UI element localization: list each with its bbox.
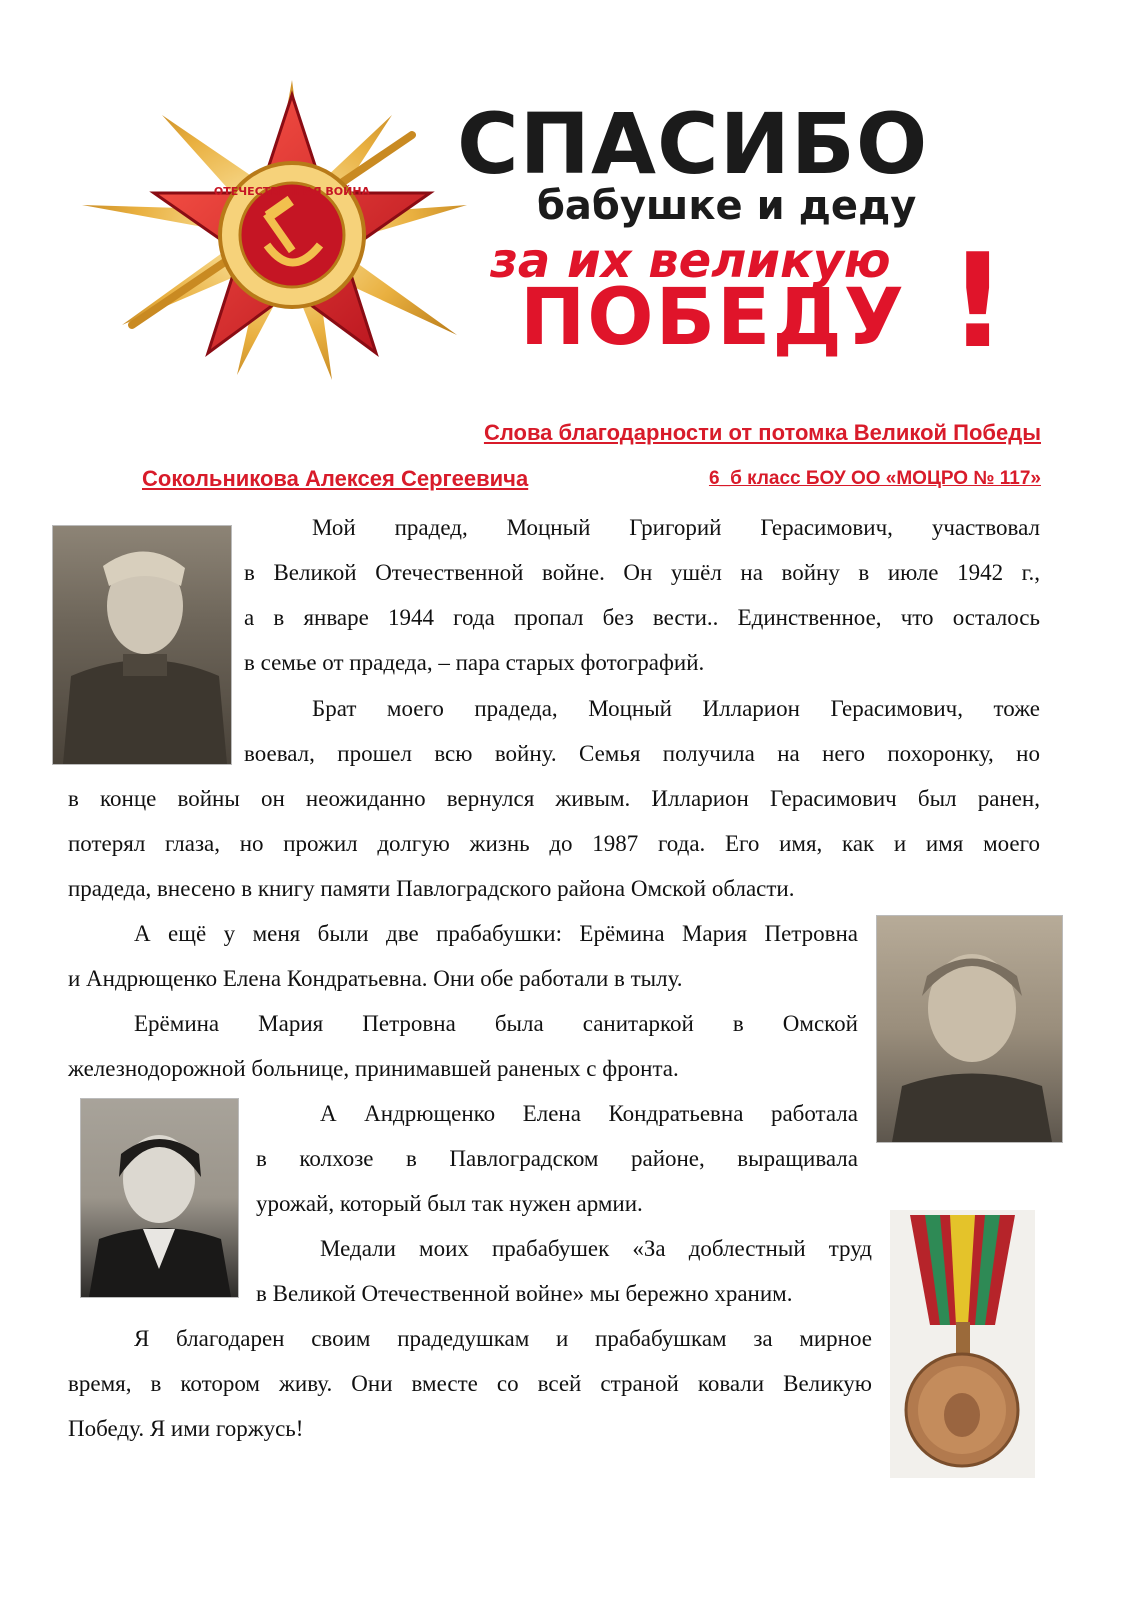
photo-great-grandmother-andryushchenko (80, 1098, 239, 1298)
paragraph-2-b (68, 776, 1040, 911)
paragraph-5 (256, 1091, 858, 1226)
text-line: потерял глаза, но прожил долгую жизнь до 1987 года. Его имя, как и имя моего (68, 831, 1040, 856)
text-line: в Великой Отечественной войне» мы бережно храним. (256, 1281, 793, 1306)
document-title: Слова благодарности от потомка Великой Победы (483, 420, 1041, 445)
paragraph-7 (68, 1316, 872, 1451)
text-line: А Андрющенко Елена Кондратьевна работала (320, 1101, 858, 1126)
banner-line-1: СПАСИБО (457, 95, 929, 193)
text-line: А ещё у меня были две прабабушки: Ерёмина Мария Петровна (134, 921, 858, 946)
text-line: урожай, который был так нужен армии. (256, 1191, 643, 1216)
banner-line-3: за их великую (490, 233, 891, 289)
text-line: время, в котором живу. Они вместе со всей страной ковали Великую (68, 1371, 872, 1396)
photo-great-grandmother-eremina (876, 915, 1063, 1143)
text-line: прадеда, внесено в книгу памяти Павлоградского района Омской области. (68, 876, 795, 901)
paragraph-2-a (244, 686, 1040, 776)
text-line: в конце войны он неожиданно вернулся живым. Илларион Герасимович был ранен, (68, 786, 1040, 811)
banner-exclamation: ! (948, 225, 1008, 377)
order-ring-text: ОТЕЧЕСТВЕННАЯ ВОЙНА (213, 185, 371, 198)
banner (62, 75, 1042, 385)
text-line: воевал, прошел всю войну. Семья получила на него похоронку, но (244, 741, 1040, 766)
text-line: а в январе 1944 года пропал без вести.. Единственное, что осталось (244, 605, 1040, 630)
text-line: Ерёмина Мария Петровна была санитаркой в Омской (134, 1011, 858, 1036)
text-line: Победу. Я ими горжусь! (68, 1416, 304, 1441)
labour-medal-icon (890, 1210, 1035, 1478)
text-line: Медали моих прабабушек «За доблестный труд (320, 1236, 872, 1261)
paragraph-3 (68, 911, 858, 1001)
school-info: 6_б класс БОУ ОО «МОЦРО № 117» (708, 468, 1041, 489)
author-name: Сокольникова Алексея Сергеевича (142, 466, 529, 491)
order-star-icon (62, 75, 482, 385)
paragraph-6 (256, 1226, 872, 1316)
photo-great-grandfather (52, 525, 232, 765)
text-line: и Андрющенко Елена Кондратьевна. Они обе работали в тылу. (68, 966, 683, 991)
banner-line-2: бабушке и деду (537, 183, 917, 229)
text-line: в Великой Отечественной войне. Он ушёл на войну в июле 1942 г., (244, 560, 1040, 585)
text-line: Я благодарен своим прадедушкам и прабабушкам за мирное (134, 1326, 872, 1351)
text-line: в колхозе в Павлоградском районе, выращивала (256, 1146, 858, 1171)
text-line: Мой прадед, Моцный Григорий Герасимович, участвовал (312, 515, 1040, 540)
paragraph-4 (68, 1001, 858, 1091)
text-line: железнодорожной больнице, принимавшей раненых с фронта. (68, 1056, 679, 1081)
paragraph-1 (244, 505, 1040, 685)
text-line: в семье от прадеда, – пара старых фотографий. (244, 650, 705, 675)
text-line: Брат моего прадеда, Моцный Илларион Герасимович, тоже (312, 696, 1040, 721)
banner-line-4: ПОБЕДУ (520, 273, 906, 363)
